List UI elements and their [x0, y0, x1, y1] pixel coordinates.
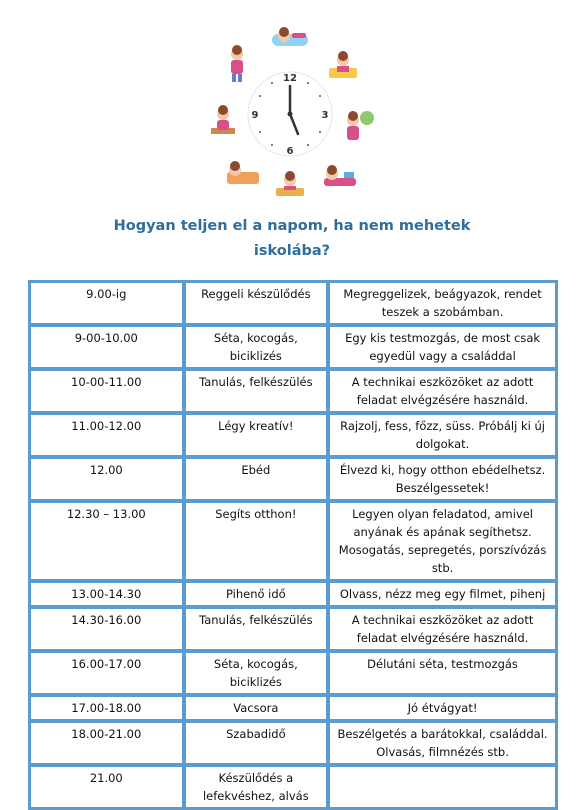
clock-icon	[248, 72, 332, 157]
activity-cell: Készülődés a lefekvéshez, alvás	[185, 766, 328, 808]
activity-cell: Séta, kocogás, biciklizés	[185, 652, 328, 694]
time-cell: 16.00-17.00	[30, 652, 183, 694]
description-cell: Rajzolj, fess, főzz, süss. Próbálj ki új dolgokat.	[329, 414, 556, 456]
table-row	[30, 414, 556, 456]
page-title	[60, 214, 524, 264]
description-cell: Élvezd ki, hogy otthon ebédelhetsz. Beszélgessetek!	[329, 458, 556, 500]
time-cell: 12.00	[30, 458, 183, 500]
time-cell: 17.00-18.00	[30, 696, 183, 720]
time-cell: 10-00-11.00	[30, 370, 183, 412]
description-cell: Beszélgetés a barátokkal, családdal. Olvasás, filmnézés stb.	[329, 722, 556, 764]
description-cell: Legyen olyan feladatod, amivel anyának és apának segíthetsz. Mosogatás, sepregetés, porszívózás stb.	[329, 502, 556, 580]
table-row	[30, 766, 556, 808]
clock-number-12: 12	[283, 73, 297, 84]
table-row	[30, 458, 556, 500]
activity-cell: Segíts otthon!	[185, 502, 328, 580]
description-cell: Olvass, nézz meg egy filmet, pihenj	[329, 582, 556, 606]
schedule-table	[28, 280, 558, 810]
activity-cell: Tanulás, felkészülés	[185, 370, 328, 412]
title-line-2: iskolába?	[253, 243, 331, 259]
description-cell: A technikai eszközöket az adott feladat elvégzésére használd.	[329, 370, 556, 412]
time-cell: 11.00-12.00	[30, 414, 183, 456]
description-cell: Délutáni séta, testmozgás	[329, 652, 556, 694]
activity-cell: Reggeli készülődés	[185, 282, 328, 324]
table-row	[30, 502, 556, 580]
activity-cell: Pihenő idő	[185, 582, 328, 606]
activity-cell: Szabadidő	[185, 722, 328, 764]
table-row	[30, 282, 556, 324]
time-cell: 18.00-21.00	[30, 722, 183, 764]
table-row	[30, 696, 556, 720]
description-cell: Megreggelizek, beágyazok, rendet teszek a szobámban.	[329, 282, 556, 324]
title-line-1: Hogyan teljen el a napom, ha nem mehetek	[113, 218, 471, 234]
description-cell: Jó étvágyat!	[329, 696, 556, 720]
time-cell: 9.00-ig	[30, 282, 183, 324]
time-cell: 21.00	[30, 766, 183, 808]
time-cell: 12.30 – 13.00	[30, 502, 183, 580]
time-cell: 9-00-10.00	[30, 326, 183, 368]
clock-number-3: 3	[321, 110, 329, 121]
activity-cell: Séta, kocogás, biciklizés	[185, 326, 328, 368]
clock-activities-illustration	[195, 26, 385, 198]
table-row	[30, 722, 556, 764]
schedule-body	[30, 282, 556, 808]
table-row	[30, 582, 556, 606]
activity-cell: Tanulás, felkészülés	[185, 608, 328, 650]
activity-cell: Vacsora	[185, 696, 328, 720]
table-row	[30, 608, 556, 650]
table-row	[30, 652, 556, 694]
clock-number-6: 6	[286, 146, 294, 157]
table-row	[30, 326, 556, 368]
table-row	[30, 370, 556, 412]
clock-number-9: 9	[251, 110, 259, 121]
activity-cell: Légy kreatív!	[185, 414, 328, 456]
time-cell: 14.30-16.00	[30, 608, 183, 650]
description-cell	[329, 766, 556, 808]
description-cell: A technikai eszközöket az adott feladat elvégzésére használd.	[329, 608, 556, 650]
activity-cell: Ebéd	[185, 458, 328, 500]
description-cell: Egy kis testmozgás, de most csak egyedül vagy a családdal	[329, 326, 556, 368]
time-cell: 13.00-14.30	[30, 582, 183, 606]
